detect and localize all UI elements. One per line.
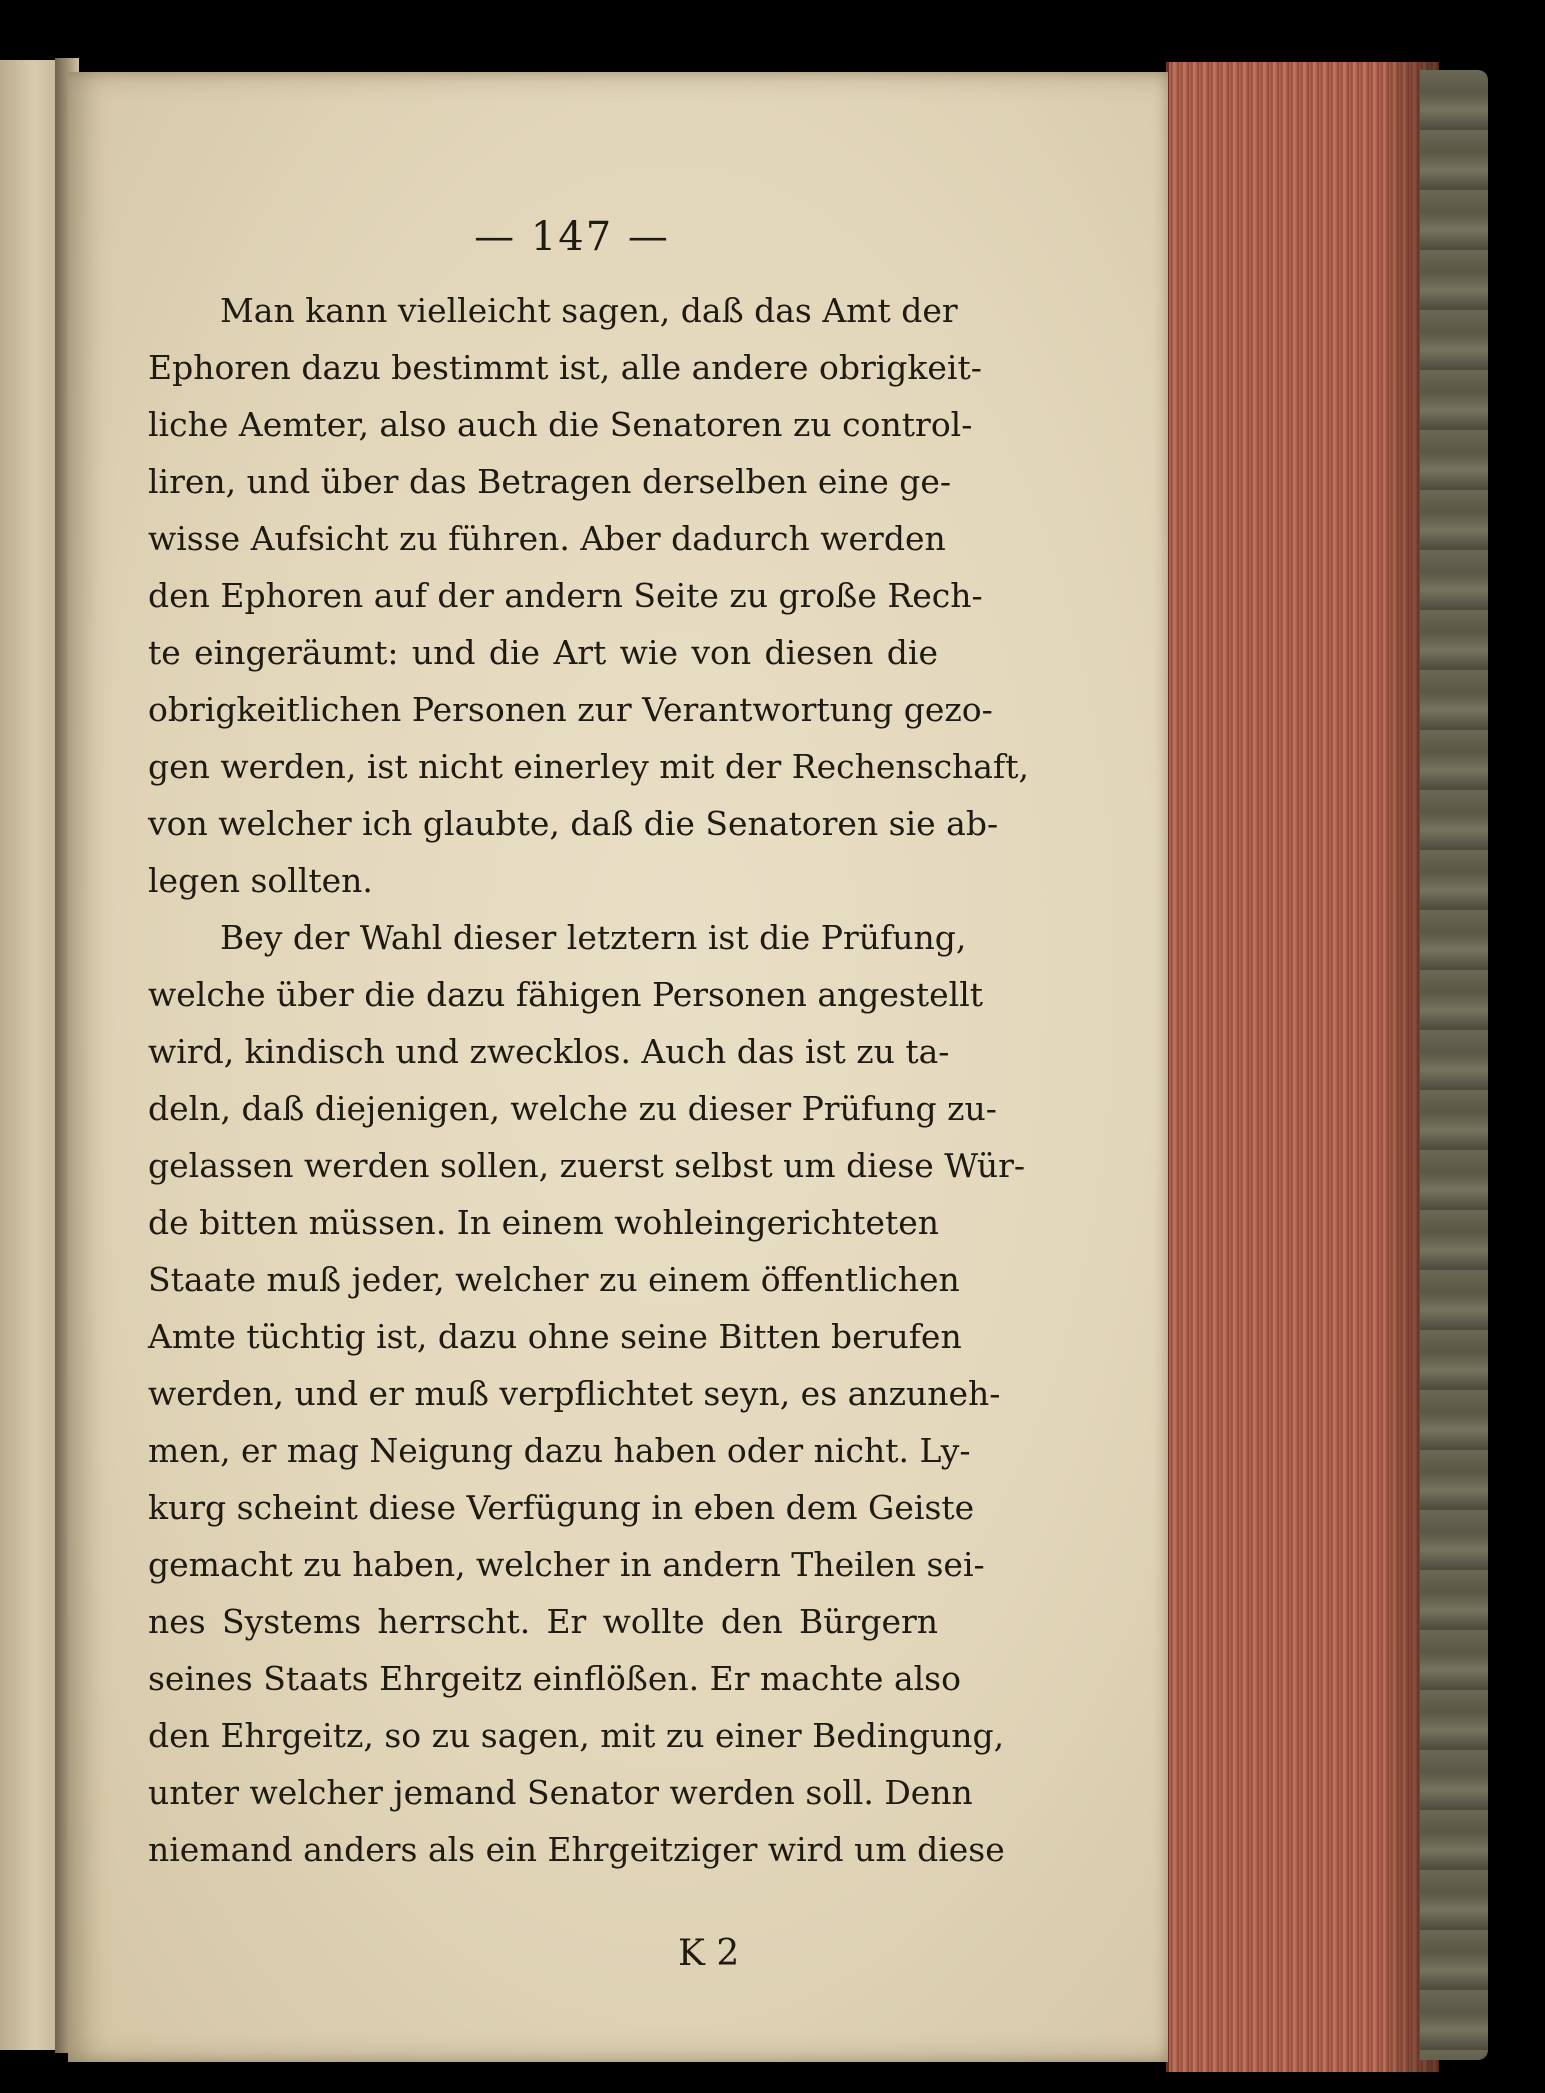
text-line: gelassen werden sollen, zuerst selbst um diese Wür-	[148, 1146, 1026, 1185]
paragraph-2	[148, 909, 1026, 1878]
text-line: seines Staats Ehrgeitz einflößen. Er machte also	[148, 1659, 961, 1698]
text-line: den Ephoren auf der andern Seite zu große Rech-	[148, 576, 983, 615]
text-line: gemacht zu haben, welcher in andern Theilen sei-	[148, 1545, 985, 1584]
text-line: liche Aemter, also auch die Senatoren zu control-	[148, 405, 973, 444]
text-line: niemand anders als ein Ehrgeitziger wird um diese	[148, 1830, 1005, 1869]
text-line: kurg scheint diese Verfügung in eben dem Geiste	[148, 1488, 975, 1527]
text-line: von welcher ich glaubte, daß die Senatoren sie ab-	[148, 804, 999, 843]
text-line: unter welcher jemand Senator werden soll. Denn	[148, 1773, 973, 1812]
text-line: deln, daß diejenigen, welche zu dieser Prüfung zu-	[148, 1089, 997, 1128]
page-fore-edge	[1166, 62, 1439, 2072]
text-line: Amte tüchtig ist, dazu ohne seine Bitten berufen	[148, 1317, 962, 1356]
text-line: Man kann vielleicht sagen, daß das Amt der	[220, 291, 958, 330]
text-line: men, er mag Neigung dazu haben oder nicht. Ly-	[148, 1431, 971, 1470]
text-line: legen sollten.	[148, 861, 373, 900]
page-number: — 147 —	[474, 214, 670, 260]
text-line: te eingeräumt: und die Art wie von diesen die	[148, 633, 938, 672]
text-block	[148, 200, 1029, 1974]
text-line: obrigkeitlichen Personen zur Verantwortung gezo-	[148, 690, 993, 729]
text-line: nes Systems herrscht. Er wollte den Bürgern	[148, 1602, 938, 1641]
text-line: gen werden, ist nicht einerley mit der Rechenschaft,	[148, 747, 1029, 786]
text-line: wisse Aufsicht zu führen. Aber dadurch werden	[148, 519, 946, 558]
text-line: den Ehrgeitz, so zu sagen, mit zu einer Bedingung,	[148, 1716, 1005, 1755]
text-line: welche über die dazu fähigen Personen angestellt	[148, 975, 984, 1014]
text-line: Staate muß jeder, welcher zu einem öffentlichen	[148, 1260, 960, 1299]
text-line: de bitten müssen. In einem wohleingerichteten	[148, 1203, 940, 1242]
text-line: liren, und über das Betragen derselben eine ge-	[148, 462, 952, 501]
text-line: werden, und er muß verpflichtet seyn, es anzuneh-	[148, 1374, 1001, 1413]
paragraph-1	[148, 282, 1029, 909]
text-line: wird, kindisch und zwecklos. Auch das ist zu ta-	[148, 1032, 950, 1071]
text-line: Ephoren dazu bestimmt ist, alle andere obrigkeit-	[148, 348, 982, 387]
text-line: Bey der Wahl dieser letztern ist die Prüfung,	[220, 918, 967, 957]
facing-page-edge	[0, 60, 62, 2050]
signature-mark: K 2	[678, 1933, 740, 1974]
book-cover-edge	[1420, 70, 1488, 2060]
